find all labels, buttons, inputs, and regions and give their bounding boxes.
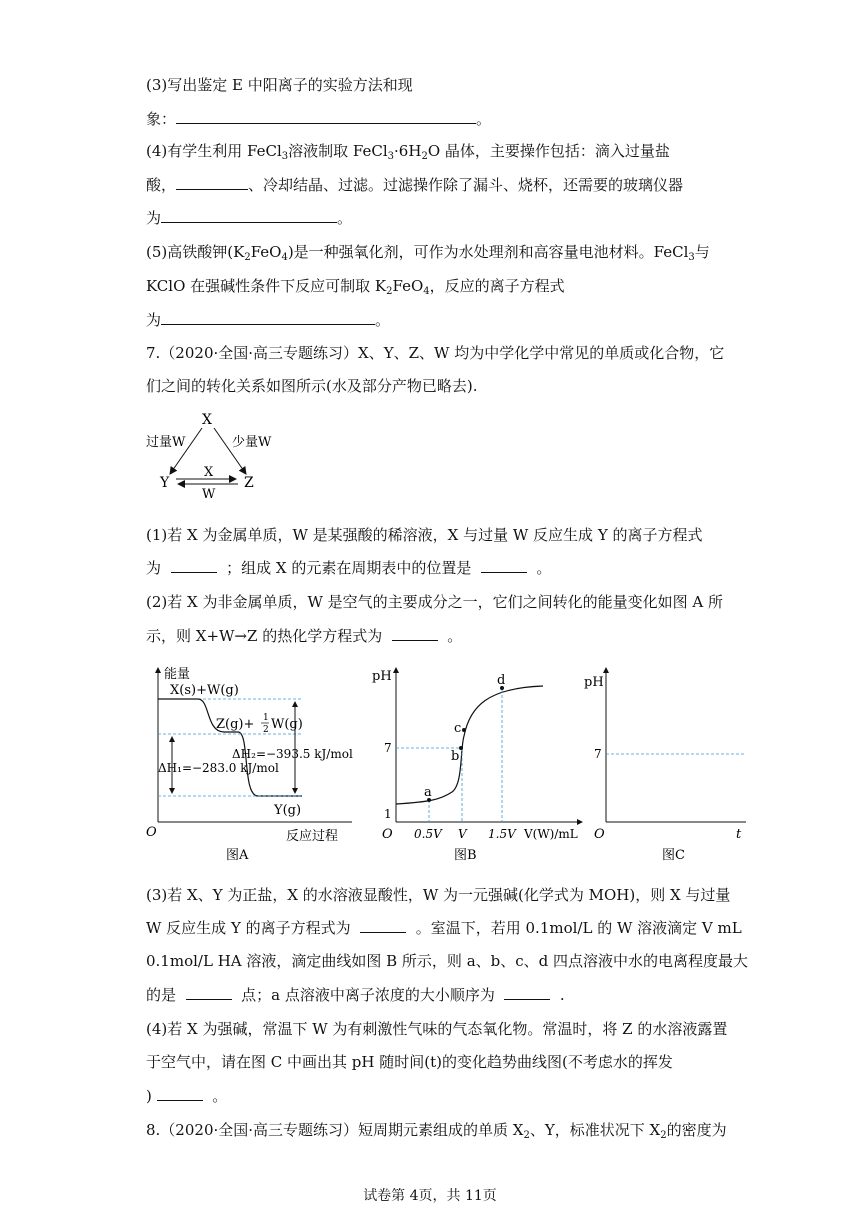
page-footer: 试卷第 4页，共 11页 [363, 1188, 497, 1204]
figb-point-c [462, 728, 466, 732]
figure-c-ph-time [586, 662, 754, 864]
figb-label-d: d [497, 673, 506, 688]
figb-xtick-v: V [458, 827, 467, 841]
figc-origin: O [594, 827, 605, 842]
q7-p2-line2: 示，则 X+W→Z 的热化学方程式为 。 [146, 627, 463, 645]
figb-ytick-1: 1 [384, 807, 392, 821]
answer-blank[interactable] [481, 558, 527, 573]
figa-level2: Z(g)+ [216, 717, 255, 732]
q7-line1: 7.（2020·全国·高三专题练习）X、Y、Z、W 均为中学化学中常见的单质或化合物，它 [146, 344, 725, 362]
answer-blank[interactable] [171, 558, 217, 573]
figb-origin: O [382, 827, 393, 842]
figa-level2-post: W(g) [271, 717, 303, 732]
q8-line1: 8.（2020·全国·高三专题练习）短周期元素组成的单质 $X_2$、Y，标准状况下 $X_2$的密度为 [146, 1121, 727, 1141]
figa-frac-den: 2 [263, 725, 269, 735]
q6-p3-line2: 象： 。 [146, 110, 492, 128]
label-excess-w: 过量W [146, 435, 186, 450]
figa-frac-num: 1 [263, 713, 269, 723]
figb-label-b: b [451, 749, 460, 764]
q6-p4-line3: 为 。 [146, 209, 353, 227]
q7-p4-line2: 于空气中，请在图 C 中画出其 pH 随时间(t)的变化趋势曲线图(不考虑水的挥发 [146, 1053, 673, 1071]
figa-level3: Y(g) [274, 803, 302, 818]
figb-ylabel: pH [372, 669, 392, 684]
label-little-w: 少量W [232, 435, 272, 450]
arrow-label-x: X [204, 465, 214, 480]
figure-b-titration-curve [368, 662, 590, 864]
q7-p1-line2: 为 ；组成 X 的元素在周期表中的位置是 。 [146, 559, 552, 577]
figa-level1: X(s)+W(g) [170, 683, 239, 698]
figa-dh2: ΔH₂=−393.5 kJ/mol [232, 747, 353, 761]
figa-xlabel: 反应过程 [286, 829, 339, 844]
q7-p1-line1: (1)若 X 为金属单质，W 是某强酸的稀溶液，X 与过量 W 反应生成 Y 的离子方程式 [146, 526, 703, 544]
figb-label-c: c [454, 721, 462, 736]
q7-p2-line1: (2)若 X 为非金属单质，W 是空气的主要成分之一，它们之间转化的能量变化如图 A 所 [146, 593, 724, 611]
q7-p4-line1: (4)若 X 为强碱，常温下 W 为有刺激性气味的气态氧化物。常温时，将 Z 的水溶液露置 [146, 1020, 728, 1038]
figb-point-b [459, 746, 463, 750]
figa-ylabel: 能量 [164, 667, 191, 682]
arrow-label-w: W [202, 487, 216, 502]
q6-p5-line1: (5)高铁酸钾$(K_2FeO_4)$是一种强氧化剂，可作为水处理剂和高容量电池材料。FeCl$_3$与 [146, 243, 710, 263]
figc-xlabel: t [736, 827, 742, 842]
answer-blank[interactable] [360, 918, 406, 933]
q6-p3-line1: (3)写出鉴定 E 中阳离子的实验方法和现 [146, 76, 413, 94]
answer-blank[interactable] [176, 109, 476, 124]
figb-xtick-05v: 0.5V [414, 827, 442, 841]
answer-blank[interactable] [186, 985, 232, 1000]
q7-line2: 们之间的转化关系如图所示(水及部分产物已略去). [146, 377, 478, 395]
figc-ylabel: pH [584, 675, 604, 690]
q6-p4-line1: (4)有学生利用 FeCl$_3$溶液制取 $FeCl_3\cdot 6H_2O$ 晶体，主要操作包括：滴入过量盐 [146, 142, 670, 162]
figb-caption: 图B [454, 848, 477, 863]
node-y: Y [160, 475, 170, 491]
q6-p5-line2: KClO 在强碱性条件下反应可制取 $K_2FeO_4$，反应的离子方程式 [146, 277, 565, 297]
node-x: X [202, 412, 212, 428]
figb-ytick-7: 7 [384, 741, 392, 755]
q7-p3-line3: 0.1mol/L HA 溶液，滴定曲线如图 B 所示，则 a、b、c、d 四点溶液中水的电离程度最大 [146, 952, 749, 970]
answer-blank[interactable] [157, 1086, 203, 1101]
conversion-diagram [140, 408, 290, 500]
q6-p5-line3: 为 。 [146, 311, 391, 329]
answer-blank[interactable] [161, 310, 375, 325]
answer-blank[interactable] [176, 175, 248, 190]
figb-label-a: a [424, 785, 432, 800]
figa-dh1: ΔH₁=−283.0 kJ/mol [158, 761, 279, 775]
node-z: Z [244, 475, 254, 491]
q6-p4-line2: 酸， 、冷却结晶、过滤。过滤操作除了漏斗、烧杯，还需要的玻璃仪器 [146, 176, 684, 194]
figb-xlabel: V(W)/mL [524, 827, 578, 841]
figc-caption: 图C [662, 848, 685, 863]
answer-blank[interactable] [161, 208, 337, 223]
figa-origin: O [146, 825, 157, 840]
answer-blank[interactable] [392, 626, 438, 641]
q7-p3-line2: W 反应生成 Y 的离子方程式为 。室温下，若用 0.1mol/L 的 W 溶液滴定 V mL [146, 919, 742, 937]
q7-p3-line4: 的是 点；a 点溶液中离子浓度的大小顺序为 . [146, 986, 565, 1004]
answer-blank[interactable] [504, 985, 550, 1000]
figure-a-energy-diagram [140, 662, 362, 864]
q7-p4-line3: ) 。 [146, 1087, 228, 1105]
figb-xtick-15v: 1.5V [488, 827, 516, 841]
figc-ytick-7: 7 [594, 747, 602, 761]
q7-p3-line1: (3)若 X、Y 为正盐，X 的水溶液显酸性，W 为一元强碱(化学式为 MOH)，则 X 与过量 [146, 886, 731, 904]
figa-caption: 图A [226, 848, 249, 863]
